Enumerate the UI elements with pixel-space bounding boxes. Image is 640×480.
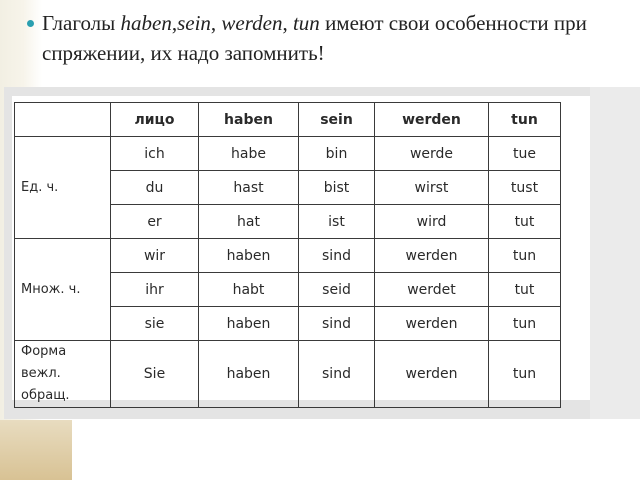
table-cell: seid: [299, 273, 375, 307]
group-singular-label: Ед. ч.: [15, 137, 111, 239]
table-cell: tun: [489, 307, 561, 341]
heading-verb-sein: sein: [177, 11, 211, 35]
table-header-row: [15, 103, 561, 137]
right-frame-strip: [590, 87, 640, 419]
table-cell: tut: [489, 273, 561, 307]
table-cell: ihr: [111, 273, 199, 307]
left-decorative-block: [0, 420, 72, 480]
heading-verb-tun: tun: [292, 11, 320, 35]
table-cell: Sie: [111, 341, 199, 408]
polite-label-line2: обращ.: [21, 388, 70, 403]
table-cell: habe: [199, 137, 299, 171]
table-cell: tue: [489, 137, 561, 171]
table-cell: wird: [375, 205, 489, 239]
table-cell: haben: [199, 341, 299, 408]
table-cell: ich: [111, 137, 199, 171]
table-row: [15, 239, 561, 273]
table-cell: tun: [489, 341, 561, 408]
heading-suffix: имеют свои особенности при спряжении, их надо запомнить!: [42, 11, 587, 65]
header-tun: tun: [489, 103, 561, 137]
group-plural-label: Множ. ч.: [15, 239, 111, 341]
polite-label-line1: Форма вежл.: [21, 344, 67, 381]
table-cell: werdet: [375, 273, 489, 307]
slide-heading: [42, 8, 622, 68]
table-cell: bist: [299, 171, 375, 205]
table-cell: hast: [199, 171, 299, 205]
header-haben: haben: [199, 103, 299, 137]
table-cell: wirst: [375, 171, 489, 205]
group-polite-label: [15, 341, 111, 408]
table-cell: du: [111, 171, 199, 205]
table-cell: habt: [199, 273, 299, 307]
table-cell: tut: [489, 205, 561, 239]
conjugation-table: [14, 102, 561, 408]
table-cell: tun: [489, 239, 561, 273]
table-cell: sind: [299, 341, 375, 408]
table-cell: werden: [375, 307, 489, 341]
table-cell: haben: [199, 239, 299, 273]
table-cell: sind: [299, 239, 375, 273]
table-row: [15, 137, 561, 171]
table-cell: werden: [375, 341, 489, 408]
table-cell: tust: [489, 171, 561, 205]
heading-comma-3: ,: [282, 11, 293, 35]
table-cell: er: [111, 205, 199, 239]
heading-verb-haben: haben: [120, 11, 172, 35]
header-werden: werden: [375, 103, 489, 137]
table-cell: sind: [299, 307, 375, 341]
table-row: [15, 341, 561, 408]
table-cell: werden: [375, 239, 489, 273]
header-person: лицо: [111, 103, 199, 137]
header-sein: sein: [299, 103, 375, 137]
table-cell: bin: [299, 137, 375, 171]
table-cell: wir: [111, 239, 199, 273]
bullet-icon: [27, 20, 34, 27]
table-cell: werde: [375, 137, 489, 171]
heading-comma: ,: [171, 11, 178, 35]
table-cell: sie: [111, 307, 199, 341]
heading-verb-werden: werden: [221, 11, 283, 35]
heading-comma-2: ,: [210, 11, 222, 35]
table-cell: haben: [199, 307, 299, 341]
header-empty: [15, 103, 111, 137]
table-cell: ist: [299, 205, 375, 239]
heading-prefix: Глаголы: [42, 11, 121, 35]
table-cell: hat: [199, 205, 299, 239]
